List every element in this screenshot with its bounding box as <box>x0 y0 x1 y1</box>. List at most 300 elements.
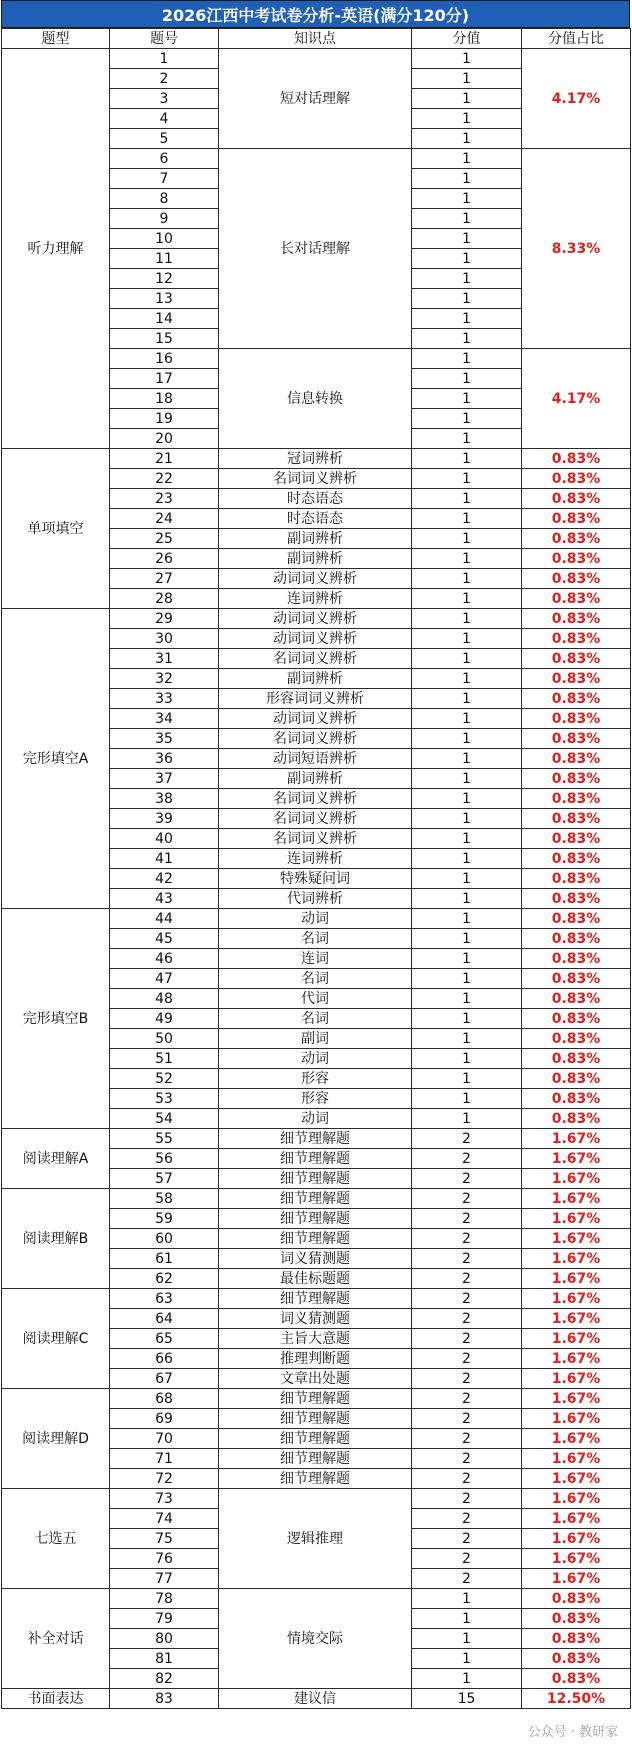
question-number-cell: 28 <box>110 589 219 609</box>
score-cell: 15 <box>412 1689 522 1709</box>
topic-cell: 细节理解题 <box>219 1409 412 1429</box>
question-number-cell: 56 <box>110 1149 219 1169</box>
score-cell: 1 <box>412 309 522 329</box>
percent-cell: 0.83% <box>522 989 631 1009</box>
topic-cell: 名词 <box>219 1009 412 1029</box>
percent-cell: 0.83% <box>522 909 631 929</box>
question-type-cell: 完形填空B <box>2 909 110 1129</box>
score-cell: 1 <box>412 889 522 909</box>
score-cell: 1 <box>412 369 522 389</box>
table-row <box>2 609 631 629</box>
percent-cell: 0.83% <box>522 849 631 869</box>
question-number-cell: 17 <box>110 369 219 389</box>
question-number-cell: 24 <box>110 509 219 529</box>
topic-cell: 细节理解题 <box>219 1129 412 1149</box>
percent-cell: 0.83% <box>522 649 631 669</box>
topic-cell: 动词 <box>219 1109 412 1129</box>
percent-cell: 8.33% <box>522 149 631 349</box>
score-cell: 1 <box>412 349 522 369</box>
score-cell: 1 <box>412 469 522 489</box>
question-number-cell: 13 <box>110 289 219 309</box>
question-number-cell: 42 <box>110 869 219 889</box>
question-number-cell: 58 <box>110 1189 219 1209</box>
topic-cell: 副词辨析 <box>219 769 412 789</box>
topic-cell: 副词辨析 <box>219 669 412 689</box>
question-type-cell: 单项填空 <box>2 449 110 609</box>
score-cell: 1 <box>412 589 522 609</box>
question-type-cell: 书面表达 <box>2 1689 110 1709</box>
question-number-cell: 47 <box>110 969 219 989</box>
topic-cell: 名词 <box>219 929 412 949</box>
score-cell: 1 <box>412 149 522 169</box>
score-cell: 1 <box>412 69 522 89</box>
topic-cell: 名词 <box>219 969 412 989</box>
percent-cell: 1.67% <box>522 1469 631 1489</box>
question-number-cell: 63 <box>110 1289 219 1309</box>
percent-cell: 0.83% <box>522 809 631 829</box>
question-number-cell: 80 <box>110 1629 219 1649</box>
percent-cell: 0.83% <box>522 609 631 629</box>
question-number-cell: 1 <box>110 49 219 69</box>
percent-cell: 0.83% <box>522 1049 631 1069</box>
header-type: 题型 <box>2 29 110 49</box>
topic-cell: 细节理解题 <box>219 1189 412 1209</box>
question-number-cell: 66 <box>110 1349 219 1369</box>
header-topic: 知识点 <box>219 29 412 49</box>
question-number-cell: 11 <box>110 249 219 269</box>
topic-cell: 名词词义辨析 <box>219 729 412 749</box>
percent-cell: 0.83% <box>522 1589 631 1609</box>
score-cell: 1 <box>412 49 522 69</box>
topic-cell: 逻辑推理 <box>219 1489 412 1589</box>
score-cell: 1 <box>412 909 522 929</box>
score-cell: 1 <box>412 969 522 989</box>
percent-cell: 1.67% <box>522 1289 631 1309</box>
score-cell: 1 <box>412 669 522 689</box>
topic-cell: 连词辨析 <box>219 589 412 609</box>
question-type-cell: 七选五 <box>2 1489 110 1589</box>
question-type-cell: 阅读理解B <box>2 1189 110 1289</box>
question-number-cell: 77 <box>110 1569 219 1589</box>
score-cell: 1 <box>412 1089 522 1109</box>
table-row <box>2 1689 631 1709</box>
percent-cell: 1.67% <box>522 1229 631 1249</box>
score-cell: 1 <box>412 689 522 709</box>
percent-cell: 0.83% <box>522 1009 631 1029</box>
topic-cell: 词义猜测题 <box>219 1309 412 1329</box>
question-number-cell: 7 <box>110 169 219 189</box>
percent-cell: 0.83% <box>522 669 631 689</box>
score-cell: 2 <box>412 1129 522 1149</box>
percent-cell: 0.83% <box>522 569 631 589</box>
watermark-text: 公众号 · 教研家 <box>527 1725 618 1740</box>
question-number-cell: 29 <box>110 609 219 629</box>
topic-cell: 形容词词义辨析 <box>219 689 412 709</box>
percent-cell: 0.83% <box>522 949 631 969</box>
question-number-cell: 52 <box>110 1069 219 1089</box>
score-cell: 1 <box>412 329 522 349</box>
table-row <box>2 1289 631 1309</box>
question-number-cell: 67 <box>110 1369 219 1389</box>
header-number: 题号 <box>110 29 219 49</box>
percent-cell: 0.83% <box>522 1109 631 1129</box>
question-number-cell: 33 <box>110 689 219 709</box>
score-cell: 2 <box>412 1349 522 1369</box>
score-cell: 2 <box>412 1389 522 1409</box>
topic-cell: 细节理解题 <box>219 1429 412 1449</box>
question-number-cell: 26 <box>110 549 219 569</box>
question-number-cell: 22 <box>110 469 219 489</box>
question-number-cell: 79 <box>110 1609 219 1629</box>
topic-cell: 细节理解题 <box>219 1209 412 1229</box>
table-row <box>2 1489 631 1509</box>
question-number-cell: 10 <box>110 229 219 249</box>
percent-cell: 1.67% <box>522 1549 631 1569</box>
topic-cell: 最佳标题题 <box>219 1269 412 1289</box>
question-number-cell: 31 <box>110 649 219 669</box>
percent-cell: 1.67% <box>522 1369 631 1389</box>
header-percent: 分值占比 <box>522 29 631 49</box>
question-number-cell: 6 <box>110 149 219 169</box>
question-number-cell: 12 <box>110 269 219 289</box>
question-type-cell: 阅读理解A <box>2 1129 110 1189</box>
question-number-cell: 25 <box>110 529 219 549</box>
percent-cell: 1.67% <box>522 1509 631 1529</box>
question-number-cell: 70 <box>110 1429 219 1449</box>
percent-cell: 0.83% <box>522 449 631 469</box>
score-cell: 2 <box>412 1209 522 1229</box>
topic-cell: 细节理解题 <box>219 1149 412 1169</box>
question-number-cell: 65 <box>110 1329 219 1349</box>
question-number-cell: 50 <box>110 1029 219 1049</box>
topic-cell: 动词词义辨析 <box>219 569 412 589</box>
score-cell: 1 <box>412 389 522 409</box>
percent-cell: 0.83% <box>522 689 631 709</box>
table-row <box>2 1589 631 1609</box>
table-row <box>2 449 631 469</box>
question-number-cell: 48 <box>110 989 219 1009</box>
question-number-cell: 40 <box>110 829 219 849</box>
percent-cell: 1.67% <box>522 1389 631 1409</box>
topic-cell: 细节理解题 <box>219 1449 412 1469</box>
score-cell: 1 <box>412 109 522 129</box>
topic-cell: 情境交际 <box>219 1589 412 1689</box>
score-cell: 1 <box>412 1589 522 1609</box>
question-number-cell: 75 <box>110 1529 219 1549</box>
topic-cell: 细节理解题 <box>219 1389 412 1409</box>
score-cell: 1 <box>412 1109 522 1129</box>
score-cell: 1 <box>412 409 522 429</box>
percent-cell: 0.83% <box>522 629 631 649</box>
percent-cell: 0.83% <box>522 709 631 729</box>
score-cell: 2 <box>412 1249 522 1269</box>
percent-cell: 0.83% <box>522 789 631 809</box>
question-number-cell: 9 <box>110 209 219 229</box>
percent-cell: 1.67% <box>522 1449 631 1469</box>
question-number-cell: 45 <box>110 929 219 949</box>
topic-cell: 连词 <box>219 949 412 969</box>
percent-cell: 1.67% <box>522 1329 631 1349</box>
question-number-cell: 18 <box>110 389 219 409</box>
question-number-cell: 53 <box>110 1089 219 1109</box>
table-title: 2026江西中考试卷分析-英语(满分120分) <box>1 0 630 28</box>
score-cell: 1 <box>412 1049 522 1069</box>
score-cell: 1 <box>412 509 522 529</box>
percent-cell: 1.67% <box>522 1149 631 1169</box>
question-number-cell: 2 <box>110 69 219 89</box>
percent-cell: 0.83% <box>522 1609 631 1629</box>
question-number-cell: 78 <box>110 1589 219 1609</box>
score-cell: 1 <box>412 869 522 889</box>
score-cell: 2 <box>412 1369 522 1389</box>
score-cell: 1 <box>412 549 522 569</box>
question-number-cell: 34 <box>110 709 219 729</box>
question-number-cell: 38 <box>110 789 219 809</box>
question-number-cell: 27 <box>110 569 219 589</box>
question-number-cell: 76 <box>110 1549 219 1569</box>
percent-cell: 0.83% <box>522 1029 631 1049</box>
score-cell: 2 <box>412 1409 522 1429</box>
question-number-cell: 62 <box>110 1269 219 1289</box>
topic-cell: 副词 <box>219 1029 412 1049</box>
question-number-cell: 23 <box>110 489 219 509</box>
question-type-cell: 补全对话 <box>2 1589 110 1689</box>
topic-cell: 细节理解题 <box>219 1469 412 1489</box>
percent-cell: 0.83% <box>522 729 631 749</box>
question-number-cell: 36 <box>110 749 219 769</box>
score-cell: 2 <box>412 1229 522 1249</box>
score-cell: 1 <box>412 269 522 289</box>
topic-cell: 名词词义辨析 <box>219 789 412 809</box>
question-number-cell: 57 <box>110 1169 219 1189</box>
score-cell: 1 <box>412 449 522 469</box>
score-cell: 1 <box>412 169 522 189</box>
question-number-cell: 20 <box>110 429 219 449</box>
percent-cell: 1.67% <box>522 1529 631 1549</box>
percent-cell: 1.67% <box>522 1429 631 1449</box>
score-cell: 1 <box>412 749 522 769</box>
question-number-cell: 81 <box>110 1649 219 1669</box>
percent-cell: 0.83% <box>522 1649 631 1669</box>
percent-cell: 0.83% <box>522 769 631 789</box>
percent-cell: 0.83% <box>522 749 631 769</box>
topic-cell: 主旨大意题 <box>219 1329 412 1349</box>
topic-cell: 时态语态 <box>219 489 412 509</box>
topic-cell: 动词 <box>219 1049 412 1069</box>
question-number-cell: 59 <box>110 1209 219 1229</box>
percent-cell: 1.67% <box>522 1349 631 1369</box>
header-score: 分值 <box>412 29 522 49</box>
topic-cell: 副词辨析 <box>219 529 412 549</box>
score-cell: 2 <box>412 1549 522 1569</box>
score-cell: 2 <box>412 1189 522 1209</box>
score-cell: 2 <box>412 1169 522 1189</box>
percent-cell: 0.83% <box>522 529 631 549</box>
topic-cell: 短对话理解 <box>219 49 412 149</box>
score-cell: 1 <box>412 709 522 729</box>
score-cell: 1 <box>412 989 522 1009</box>
header-row <box>2 29 631 49</box>
percent-cell: 0.83% <box>522 969 631 989</box>
topic-cell: 长对话理解 <box>219 149 412 349</box>
topic-cell: 特殊疑问词 <box>219 869 412 889</box>
percent-cell: 1.67% <box>522 1249 631 1269</box>
percent-cell: 0.83% <box>522 1669 631 1689</box>
analysis-table <box>1 28 631 1709</box>
score-cell: 1 <box>412 249 522 269</box>
score-cell: 2 <box>412 1329 522 1349</box>
question-number-cell: 44 <box>110 909 219 929</box>
table-row <box>2 1129 631 1149</box>
question-number-cell: 51 <box>110 1049 219 1069</box>
question-number-cell: 39 <box>110 809 219 829</box>
percent-cell: 0.83% <box>522 549 631 569</box>
percent-cell: 1.67% <box>522 1309 631 1329</box>
question-number-cell: 82 <box>110 1669 219 1689</box>
topic-cell: 推理判断题 <box>219 1349 412 1369</box>
topic-cell: 动词词义辨析 <box>219 629 412 649</box>
topic-cell: 代词 <box>219 989 412 1009</box>
table-row <box>2 49 631 69</box>
score-cell: 2 <box>412 1429 522 1449</box>
percent-cell: 1.67% <box>522 1129 631 1149</box>
topic-cell: 名词词义辨析 <box>219 809 412 829</box>
score-cell: 1 <box>412 649 522 669</box>
question-number-cell: 83 <box>110 1689 219 1709</box>
question-number-cell: 3 <box>110 89 219 109</box>
score-cell: 2 <box>412 1309 522 1329</box>
score-cell: 1 <box>412 429 522 449</box>
percent-cell: 4.17% <box>522 49 631 149</box>
question-type-cell: 阅读理解C <box>2 1289 110 1389</box>
topic-cell: 连词辨析 <box>219 849 412 869</box>
topic-cell: 名词词义辨析 <box>219 469 412 489</box>
score-cell: 2 <box>412 1569 522 1589</box>
percent-cell: 0.83% <box>522 509 631 529</box>
question-number-cell: 55 <box>110 1129 219 1149</box>
question-number-cell: 5 <box>110 129 219 149</box>
question-number-cell: 41 <box>110 849 219 869</box>
topic-cell: 文章出处题 <box>219 1369 412 1389</box>
percent-cell: 0.83% <box>522 1089 631 1109</box>
topic-cell: 建议信 <box>219 1689 412 1709</box>
topic-cell: 动词词义辨析 <box>219 609 412 629</box>
question-number-cell: 32 <box>110 669 219 689</box>
topic-cell: 代词辨析 <box>219 889 412 909</box>
percent-cell: 0.83% <box>522 929 631 949</box>
question-type-cell: 听力理解 <box>2 49 110 449</box>
score-cell: 1 <box>412 209 522 229</box>
percent-cell: 4.17% <box>522 349 631 449</box>
topic-cell: 词义猜测题 <box>219 1249 412 1269</box>
topic-cell: 动词词义辨析 <box>219 709 412 729</box>
score-cell: 1 <box>412 1629 522 1649</box>
score-cell: 1 <box>412 769 522 789</box>
percent-cell: 0.83% <box>522 869 631 889</box>
score-cell: 1 <box>412 529 522 549</box>
score-cell: 1 <box>412 609 522 629</box>
question-type-cell: 完形填空A <box>2 609 110 909</box>
question-number-cell: 43 <box>110 889 219 909</box>
percent-cell: 1.67% <box>522 1209 631 1229</box>
question-number-cell: 46 <box>110 949 219 969</box>
score-cell: 1 <box>412 189 522 209</box>
topic-cell: 冠词辨析 <box>219 449 412 469</box>
question-number-cell: 8 <box>110 189 219 209</box>
question-number-cell: 71 <box>110 1449 219 1469</box>
question-number-cell: 68 <box>110 1389 219 1409</box>
score-cell: 2 <box>412 1289 522 1309</box>
score-cell: 1 <box>412 789 522 809</box>
score-cell: 1 <box>412 1069 522 1089</box>
score-cell: 1 <box>412 949 522 969</box>
score-cell: 1 <box>412 289 522 309</box>
score-cell: 1 <box>412 569 522 589</box>
score-cell: 1 <box>412 489 522 509</box>
score-cell: 1 <box>412 849 522 869</box>
question-number-cell: 21 <box>110 449 219 469</box>
score-cell: 2 <box>412 1149 522 1169</box>
topic-cell: 形容 <box>219 1089 412 1109</box>
table-row <box>2 1389 631 1409</box>
score-cell: 1 <box>412 829 522 849</box>
percent-cell: 0.83% <box>522 469 631 489</box>
question-number-cell: 37 <box>110 769 219 789</box>
table-row <box>2 909 631 929</box>
topic-cell: 信息转换 <box>219 349 412 449</box>
percent-cell: 0.83% <box>522 1629 631 1649</box>
question-number-cell: 73 <box>110 1489 219 1509</box>
question-number-cell: 15 <box>110 329 219 349</box>
score-cell: 1 <box>412 129 522 149</box>
score-cell: 1 <box>412 1669 522 1689</box>
percent-cell: 0.83% <box>522 589 631 609</box>
percent-cell: 1.67% <box>522 1189 631 1209</box>
score-cell: 1 <box>412 1009 522 1029</box>
question-number-cell: 49 <box>110 1009 219 1029</box>
score-cell: 1 <box>412 1609 522 1629</box>
question-number-cell: 64 <box>110 1309 219 1329</box>
score-cell: 1 <box>412 729 522 749</box>
question-number-cell: 72 <box>110 1469 219 1489</box>
topic-cell: 时态语态 <box>219 509 412 529</box>
question-number-cell: 14 <box>110 309 219 329</box>
question-number-cell: 35 <box>110 729 219 749</box>
topic-cell: 名词词义辨析 <box>219 829 412 849</box>
topic-cell: 动词短语辨析 <box>219 749 412 769</box>
score-cell: 2 <box>412 1489 522 1509</box>
score-cell: 1 <box>412 929 522 949</box>
percent-cell: 0.83% <box>522 489 631 509</box>
question-number-cell: 74 <box>110 1509 219 1529</box>
topic-cell: 细节理解题 <box>219 1169 412 1189</box>
score-cell: 2 <box>412 1449 522 1469</box>
score-cell: 2 <box>412 1509 522 1529</box>
score-cell: 2 <box>412 1269 522 1289</box>
percent-cell: 1.67% <box>522 1569 631 1589</box>
percent-cell: 12.50% <box>522 1689 631 1709</box>
question-number-cell: 19 <box>110 409 219 429</box>
percent-cell: 1.67% <box>522 1489 631 1509</box>
score-cell: 1 <box>412 1029 522 1049</box>
topic-cell: 细节理解题 <box>219 1289 412 1309</box>
question-number-cell: 69 <box>110 1409 219 1429</box>
topic-cell: 副词辨析 <box>219 549 412 569</box>
score-cell: 1 <box>412 89 522 109</box>
question-number-cell: 61 <box>110 1249 219 1269</box>
table-row <box>2 1189 631 1209</box>
score-cell: 2 <box>412 1469 522 1489</box>
